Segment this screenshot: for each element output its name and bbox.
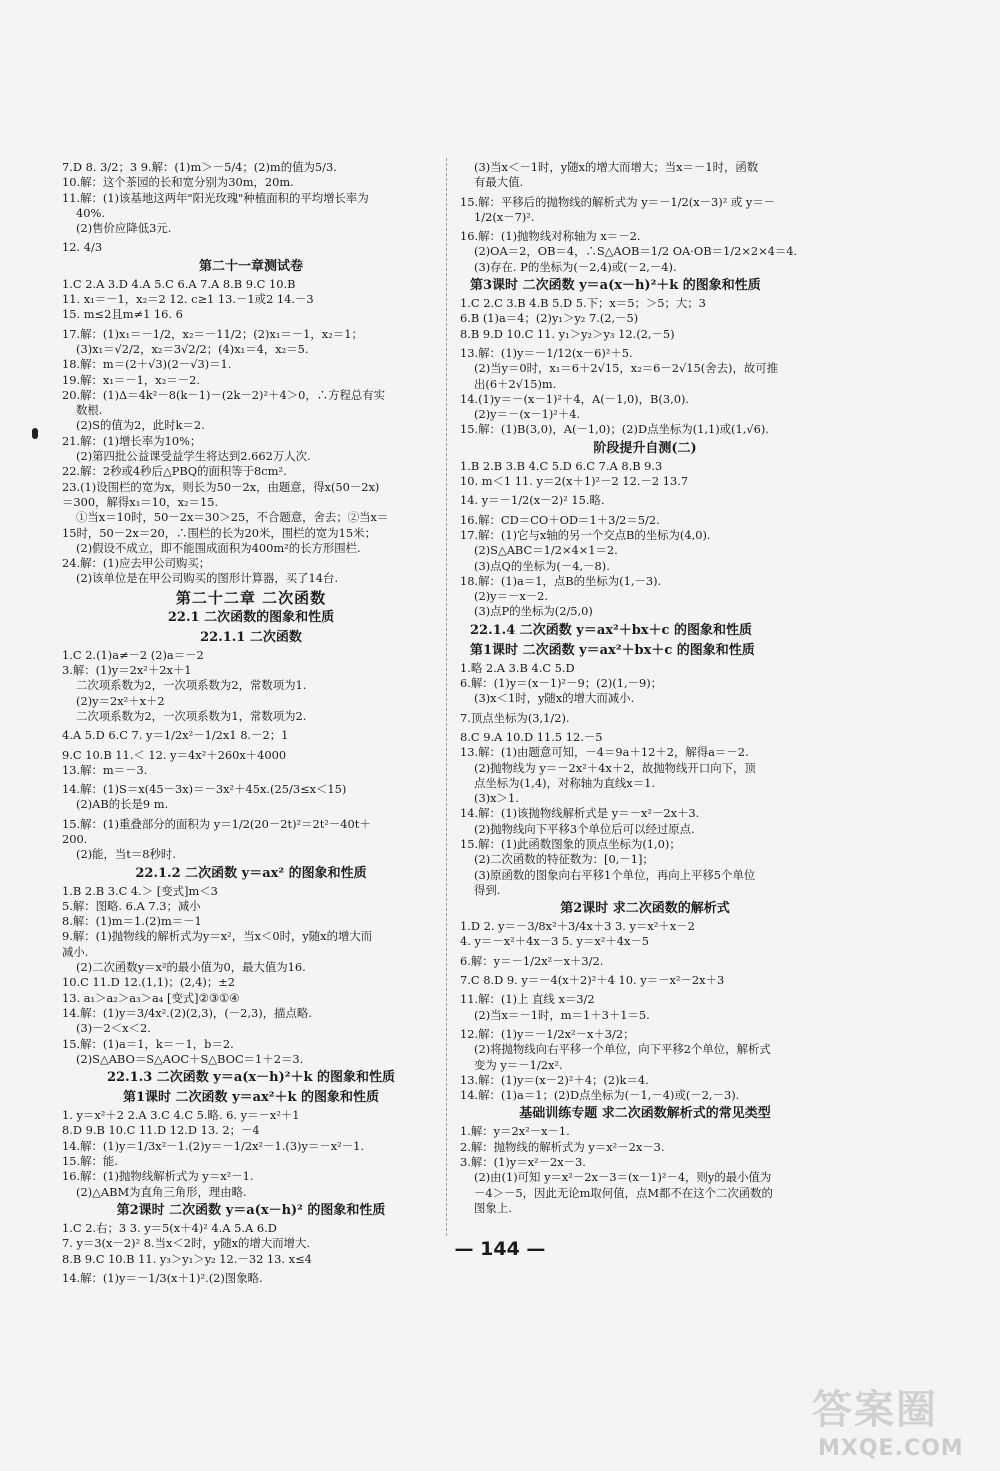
answer-line: 14.解：(1)该抛物线解析式是 y＝－x²－2x＋3. <box>460 806 700 821</box>
answer-line: 8.B 9.C 10.B 11. y₃＞y₁＞y₂ 12.－32 13. x≤4 <box>62 1251 312 1266</box>
answer-line: 10.C 11.D 12.(1,1)；(2,4)；±2 <box>62 975 236 990</box>
answer-line: 1.C 2.A 3.D 4.A 5.C 6.A 7.A 8.B 9.C 10.B <box>62 276 296 291</box>
answer-line: 10. m＜1 11. y＝2(x＋1)²－2 12.－2 13.7 <box>460 474 689 489</box>
answer-line: 3.解：(1)y＝2x²＋2x＋1 <box>62 663 192 678</box>
answer-line: 8.C 9.A 10.D 11.5 12.－5 <box>460 729 603 744</box>
answer-line: 14.解：(1)y＝3/4x².(2)(2,3)，(－2,3)，描点略. <box>62 1005 312 1020</box>
answer-line: 减小. <box>62 944 89 959</box>
section-heading: 第2课时 求二次函数的解析式 <box>560 901 730 917</box>
answer-line: 15.解：平移后的抛物线的解析式为 y＝－1/2(x－3)² 或 y＝－ <box>460 194 776 209</box>
answer-line: 13.解：m＝－3. <box>62 762 148 777</box>
section-heading: 22.1.2 二次函数 y＝ax² 的图象和性质 <box>135 865 367 881</box>
binding-hole-mark <box>32 428 38 439</box>
answer-line: 200. <box>62 831 88 846</box>
answer-line: 17.解：(1)它与x轴的另一个交点B的坐标为(4,0). <box>460 527 711 542</box>
answer-line: 7.C 8.D 9. y＝－4(x＋2)²＋4 10. y＝－x²－2x＋3 <box>460 973 725 988</box>
answer-line: (2)S△ABC＝1/2×4×1＝2. <box>474 543 618 558</box>
answer-line: (2)由(1)可知 y＝x²－2x－3＝(x－1)²－4，则y的最小值为 <box>474 1170 772 1185</box>
answer-line: 1.B 2.B 3.B 4.C 5.D 6.C 7.A 8.B 9.3 <box>460 458 663 473</box>
answer-line: 3.解：(1)y＝x²－2x－3. <box>460 1155 586 1170</box>
answer-line: 7. y＝3(x－2)² 8.当x＜2时，y随x的增大而增大. <box>62 1236 311 1251</box>
answer-line: 14.解：(1)y＝－1/3(x＋1)².(2)图象略. <box>62 1270 263 1285</box>
answer-line: 6.解：(1)y＝(x－1)²－9；(2)(1,－9)； <box>460 676 663 691</box>
answer-line: (2)S△ABO＝S△AOC＋S△BOC＝1＋2＝3. <box>76 1051 304 1066</box>
answer-line: 7.顶点坐标为(3,1/2). <box>460 710 570 725</box>
answer-line: (2)售价应降低3元. <box>76 221 172 236</box>
answer-line: 二次项系数为2，一次项系数为2，常数项为1. <box>76 678 307 693</box>
section-heading: 阶段提升自测(二) <box>593 440 697 456</box>
answer-line: 11.解：(1)该基地这两年"阳光玫瑰"种植面积的平均增长率为 <box>62 190 369 205</box>
answer-line: 7.D 8. 3/2；3 9.解：(1)m＞－5/4；(2)m的值为5/3. <box>62 160 337 174</box>
answer-line: 16.解：(1)抛物线对称轴为 x＝－2. <box>460 229 641 244</box>
answer-line: 14.(1)y＝－(x－1)²＋4，A(－1,0)，B(3,0). <box>460 391 690 406</box>
answer-line: (3)存在. P的坐标为(－2,4)或(－2,－4). <box>474 259 677 274</box>
answer-line: 10.解：这个茶园的长和宽分别为30m，20m. <box>62 175 294 190</box>
section-heading: 22.1.3 二次函数 y＝a(x－h)²＋k 的图象和性质 <box>107 1070 395 1086</box>
answer-line: 14.解：(1)a＝1；(2)D点坐标为(－1,－4)或(－2,－3). <box>460 1088 740 1103</box>
answer-line: (2)第四批公益课受益学生将达到2.662万人次. <box>76 449 311 464</box>
watermark-url: MXQE.COM <box>818 1436 964 1461</box>
answer-line: 4.A 5.D 6.C 7. y＝1/2x²－1/2x1 8.－2；1 <box>62 728 289 743</box>
answer-line: (2)△ABM为直角三角形，理由略. <box>76 1184 247 1199</box>
answer-line: 6.解：y＝－1/2x²－x＋3/2. <box>460 953 604 968</box>
section-heading: 第1课时 二次函数 y＝ax²＋bx＋c 的图象和性质 <box>470 642 755 658</box>
answer-line: 15.解：(1)重叠部分的面积为 y＝1/2(20－2t)²＝2t²－40t＋ <box>62 816 371 831</box>
answer-line: (2)二次函数y＝x²的最小值为0，最大值为16. <box>76 960 306 975</box>
answer-line: (3)当x＜－1时，y随x的增大而增大；当x＝－1时，函数 <box>474 160 759 174</box>
answer-line: 图象上. <box>474 1200 512 1215</box>
answer-line: 12. 4/3 <box>62 240 103 255</box>
answer-line: (2)二次函数的特征数为：[0,－1]； <box>474 852 654 867</box>
answer-line: 18.解：(1)a＝1，点B的坐标为(1,－3). <box>460 573 662 588</box>
answer-line: 变为 y＝－1/2x². <box>474 1057 563 1072</box>
section-heading: 第3课时 二次函数 y＝a(x－h)²＋k 的图象和性质 <box>470 278 761 294</box>
answer-line: 18.解：m＝(2＋√3)(2－√3)＝1. <box>62 357 232 372</box>
section-heading: 第二十二章 二次函数 <box>175 588 327 607</box>
answer-line: (2)OA＝2，OB＝4，∴S△AOB＝1/2 OA·OB＝1/2×2×4＝4. <box>474 244 798 259</box>
answer-line: (2)假设不成立，即不能围成面积为400m²的长方形围栏. <box>76 540 361 555</box>
answer-line: 13.解：(1)y＝(x－2)²＋4；(2)k＝4. <box>460 1072 649 1087</box>
answer-line: 16.解：CD＝CO＋OD＝1＋3/2＝5/2. <box>460 512 660 527</box>
answer-line: 6.B (1)a＝4；(2)y₁＞y₂ 7.(2,－5) <box>460 311 639 326</box>
answer-line: 1. y＝x²＋2 2.A 3.C 4.C 5.略. 6. y＝－x²＋1 <box>62 1108 300 1123</box>
answer-line: 9.C 10.B 11.＜ 12. y＝4x²＋260x＋4000 <box>62 747 287 762</box>
answer-line: ＝300，解得x₁＝10，x₂＝15. <box>62 494 219 509</box>
answer-line: 23.(1)设围栏的宽为x，则长为50－2x，由题意，得x(50－2x) <box>62 479 380 494</box>
answer-line: 二次项系数为2，一次项系数为1，常数项为2. <box>76 708 307 723</box>
answer-line: 9.解：(1)抛物线的解析式为y＝x²，当x＜0时，y随x的增大而 <box>62 929 373 944</box>
answer-line: 得到. <box>474 882 501 897</box>
section-heading: 第二十一章测试卷 <box>198 258 303 274</box>
answer-line: 8.解：(1)m＝1.(2)m＝－1 <box>62 914 202 929</box>
answer-line: 24.解：(1)应去甲公司购买； <box>62 556 211 571</box>
answer-line: 13.解：(1)y＝－1/12(x－6)²＋5. <box>460 345 633 360</box>
answer-line: (2)能，当t＝8秒时. <box>76 847 176 862</box>
answer-line: (3)x＞1. <box>474 791 519 806</box>
section-heading: 第2课时 二次函数 y＝a(x－h)² 的图象和性质 <box>116 1202 386 1218</box>
answer-line: 22.解：2秒或4秒后△PBQ的面积等于8cm². <box>62 464 287 479</box>
answer-line: 15. m≤2且m≠1 16. 6 <box>62 307 183 322</box>
answer-line: (3)点Q的坐标为(－4,－8). <box>474 558 610 573</box>
answer-line: (3)x₁＝√2/2，x₂＝3√2/2；(4)x₁＝4，x₂＝5. <box>76 341 309 356</box>
answer-line: 15.解：(1)B(3,0)，A(－1,0)；(2)D点坐标为(1,1)或(1,√6). <box>460 422 769 437</box>
answer-line: 15.解：能. <box>62 1154 118 1169</box>
answer-line: (2)抛物线向下平移3个单位后可以经过原点. <box>474 821 695 836</box>
answer-line: (2)抛物线为 y＝－2x²＋4x＋2，故抛物线开口向下，顶 <box>474 760 756 775</box>
answer-line: 1.B 2.B 3.C 4.＞ [变式]m＜3 <box>62 883 218 898</box>
answer-line: 19.解：x₁＝－1，x₂＝－2. <box>62 372 200 387</box>
section-heading: 22.1.4 二次函数 y＝ax²＋bx＋c 的图象和性质 <box>470 622 752 638</box>
answer-line: (3)原函数的图象向右平移1个单位，再向上平移5个单位 <box>474 867 756 882</box>
answer-line: 14.解：(1)S＝x(45－3x)＝－3x²＋45x.(25/3≤x＜15) <box>62 782 347 797</box>
answer-line: 8.D 9.B 10.C 11.D 12.D 13. 2；－4 <box>62 1123 260 1138</box>
answer-line: 12.解：(1)y＝－1/2x²－x＋3/2； <box>460 1026 635 1041</box>
answer-line: 5.解：图略. 6.A 7.3；减小 <box>62 898 201 913</box>
answer-line: (2)该单位是在甲公司购买的图形计算器，买了14台. <box>76 571 339 586</box>
answer-line: (2)y＝－x－2. <box>474 589 549 604</box>
answer-line: 1.D 2. y＝－3/8x²＋3/4x＋3 3. y＝x²＋x－2 <box>460 919 695 934</box>
answer-line: 14.解：(1)y＝1/3x²－1.(2)y＝－1/2x²－1.(3)y＝－x²－1. <box>62 1138 364 1153</box>
left-column <box>62 160 440 1286</box>
answer-line: 13.解：(1)由题意可知，－4＝9a＋12＋2，解得a＝－2. <box>460 745 749 760</box>
watermark-logo <box>812 1378 994 1468</box>
answer-line: 14. y＝－1/2(x－2)² 15.略. <box>460 493 605 508</box>
answer-line: 11. x₁＝－1，x₂＝2 12. c≥1 13.－1或2 14.－3 <box>62 292 314 307</box>
answer-line: 1.略 2.A 3.B 4.C 5.D <box>460 660 575 675</box>
answer-line: 4. y＝－x²＋4x－3 5. y＝x²＋4x－5 <box>460 934 650 949</box>
answer-line: (2)y＝2x²＋x＋2 <box>76 693 165 708</box>
answer-line: 1.C 2.C 3.B 4.B 5.D 5.下；x＝5；＞5；大；3 <box>460 296 706 311</box>
answer-line: 1.C 2.(1)a≠－2 (2)a＝－2 <box>62 647 204 662</box>
watermark-main: 答案圈 <box>812 1387 938 1433</box>
answer-line: (3)x＜1时，y随x的增大而减小. <box>474 691 635 706</box>
answer-line: (2)将抛物线向右平移一个单位，向下平移2个单位，解析式 <box>474 1042 771 1057</box>
answer-line: 15.解：(1)此函数图象的顶点坐标为(1,0)； <box>460 836 681 851</box>
answer-line: (2)当y＝0时，x₁＝6＋2√15，x₂＝6－2√15(舍去)，故可推 <box>474 361 779 376</box>
section-heading: 22.1 二次函数的图象和性质 <box>167 609 335 625</box>
answer-line: (2)当x＝－1时，m＝1＋3＋1＝5. <box>474 1007 650 1022</box>
answer-line: 13. a₁＞a₂＞a₃＞a₄ [变式]②③①④ <box>62 990 240 1005</box>
answer-line: 11.解：(1)上 直线 x＝3/2 <box>460 992 595 1007</box>
answer-line: 17.解：(1)x₁＝－1/2，x₂＝－11/2；(2)x₁＝－1，x₂＝1； <box>62 326 363 341</box>
answer-line: 2.解：抛物线的解析式为 y＝x²－2x－3. <box>460 1139 665 1154</box>
answer-line: 21.解：(1)增长率为10%； <box>62 433 202 448</box>
answer-line: 40%. <box>76 205 105 220</box>
answer-line: 有最大值. <box>474 175 524 190</box>
answer-line: 8.B 9.D 10.C 11. y₁＞y₂＞y₃ 12.(2,－5) <box>460 326 675 341</box>
answer-line: 20.解：(1)Δ＝4k²－8(k－1)－(2k－2)²＋4＞0，∴方程总有实 <box>62 387 386 402</box>
section-heading: 第1课时 二次函数 y＝ax²＋k 的图象和性质 <box>122 1090 380 1106</box>
right-column <box>460 160 830 1216</box>
page-number: — 144 — <box>454 1238 546 1260</box>
answer-line: (2)y＝－(x－1)²＋4. <box>474 407 581 422</box>
answer-line: ①当x＝10时，50－2x＝30＞25，不合题意，舍去；②当x＝ <box>76 510 389 525</box>
section-heading: 基础训练专题 求二次函数解析式的常见类型 <box>519 1106 771 1122</box>
answer-line: 15时，50－2x＝20，∴围栏的长为20米，围栏的宽为15米； <box>62 525 376 540</box>
answer-line: 数根. <box>76 403 103 418</box>
answer-line: 出(6＋2√15)m. <box>474 376 557 391</box>
section-heading: 22.1.1 二次函数 <box>200 629 302 645</box>
answer-line: －4＞－5，因此无论m取何值，点M都不在这个二次函数的 <box>474 1185 773 1200</box>
answer-line: 1.C 2.右；3 3. y＝5(x＋4)² 4.A 5.A 6.D <box>62 1220 277 1235</box>
column-divider <box>446 158 447 1236</box>
answer-line: (2)AB的长是9 m. <box>76 797 169 812</box>
answer-line: (3)点P的坐标为(2/5,0) <box>474 604 593 619</box>
answer-line: 1.解：y＝2x²－x－1. <box>460 1124 570 1139</box>
answer-line: 点坐标为(1,4)，对称轴为直线x＝1. <box>474 775 655 790</box>
answer-line: 16.解：(1)抛物线解析式为 y＝x²－1. <box>62 1169 254 1184</box>
answer-line: (2)S的值为2，此时k＝2. <box>76 418 205 433</box>
answer-line: 1/2(x－7)². <box>474 209 535 224</box>
answer-line: 15.解：(1)a＝1，k＝－1，b＝2. <box>62 1036 234 1051</box>
answer-line: (3)－2＜x＜2. <box>76 1021 151 1036</box>
